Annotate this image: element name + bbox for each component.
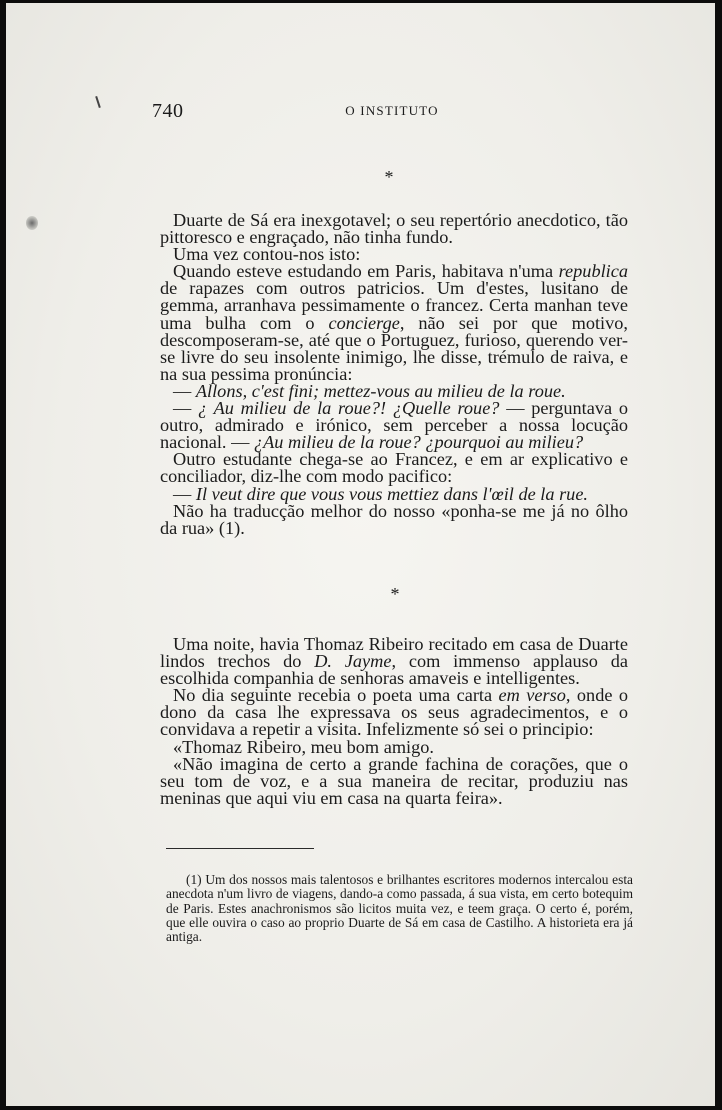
text-run: — [173,483,196,504]
footnote-text: (1) Um dos nossos mais talentosos e brilhantes escritores modernos intercalou esta anecdota n'um livro de viagens, dando-a como passada, á sua vista, em certo botequim de Paris. Estes anachronismos são licitos muita vez, e teem graça. O certo é, porém, que elle ouvira o caso ao proprio Duarte de Sá em casa de Castilho. A historieta era já antiga. [166,872,633,945]
italic-run: Il veut dire que vous vous mettiez dans l'œil de la rue. [195,483,589,504]
paragraph [160,500,628,538]
text-run: de rapazes com outros patricios. Um d'estes, lusitano de gemma, arranhava pessimamente o francez. Certa manhan teve uma bulha com o [160,278,628,333]
section-ornament-2: * [390,584,400,604]
paragraph [160,451,628,485]
italic-run: ¿Au milieu de la roue? ¿pourquoi au milieu? [253,432,584,453]
text-run: — [173,398,199,419]
paragraph [160,400,628,451]
italic-run: concierge [328,312,400,333]
text-run: — perguntava o outro, admirado e irónico, sem perceber a nossa locução nacional. — [160,398,628,453]
text-run: «Não imagina de certo a grande fachina de corações, que o seu tom de voz, e a sua maneira de recitar, produziu nas meninas que aqui viu em casa na quarta feira». [160,753,628,808]
text-run: Não ha traducção melhor do nosso «ponha-se me já no ôlho da rua» (1). [160,500,628,538]
paragraph [160,753,628,808]
paragraph [160,212,628,246]
text-run: — [173,380,196,401]
italic-run: D. Jayme [314,651,392,672]
page-number: 740 [152,100,184,122]
letter-section [160,636,628,807]
paragraph [160,263,628,383]
text-run: No dia seguinte recebia o poeta uma carta [173,685,499,706]
text-run: , não sei por que motivo, descomposeram-se, até que o Portuguez, furioso, querendo ver-se livre do seu insolente inimigo, lhe disse, trémulo de raiva, e na sua pessima pronúncia: [160,312,628,384]
italic-run: republica [558,261,628,282]
text-run: , com immenso applauso da escolhida companhia de senhoras amaveis e intelligentes. [160,651,628,689]
anecdote-section [160,212,628,537]
text-run: Uma vez contou-nos isto: [173,244,361,265]
italic-run: ¿ Au milieu de la roue?! ¿Quelle roue? [198,398,500,419]
italic-run: Allons, c'est fini; mettez-vous au milieu de la roue. [195,380,566,401]
section-ornament: * [384,167,394,187]
footnote-divider [166,848,314,849]
text-run: Duarte de Sá era inexgotavel; o seu repertório anecdotico, tão pittoresco e engraçado, não tinha fundo. [160,210,628,248]
text-run: Outro estudante chega-se ao Francez, e em ar explicativo e conciliador, diz-lhe com modo pacifico: [160,449,628,487]
paragraph [160,636,628,687]
text-run: Quando esteve estudando em Paris, habitava n'uma [173,261,559,282]
text-run: , onde o dono da casa lhe expressava os seus agradecimentos, e o convidava a repetir a visita. Infelizmente só sei o principio: [160,685,629,740]
running-head: O INSTITUTO [345,103,439,118]
italic-run: em verso [498,685,566,706]
paragraph [160,687,628,738]
page-header [152,100,632,124]
text-run: «Thomaz Ribeiro, meu bom amigo. [173,736,434,757]
text-run: Uma noite, havia Thomaz Ribeiro recitado em casa de Duarte lindos trechos do [160,634,628,672]
footnote [166,873,633,944]
